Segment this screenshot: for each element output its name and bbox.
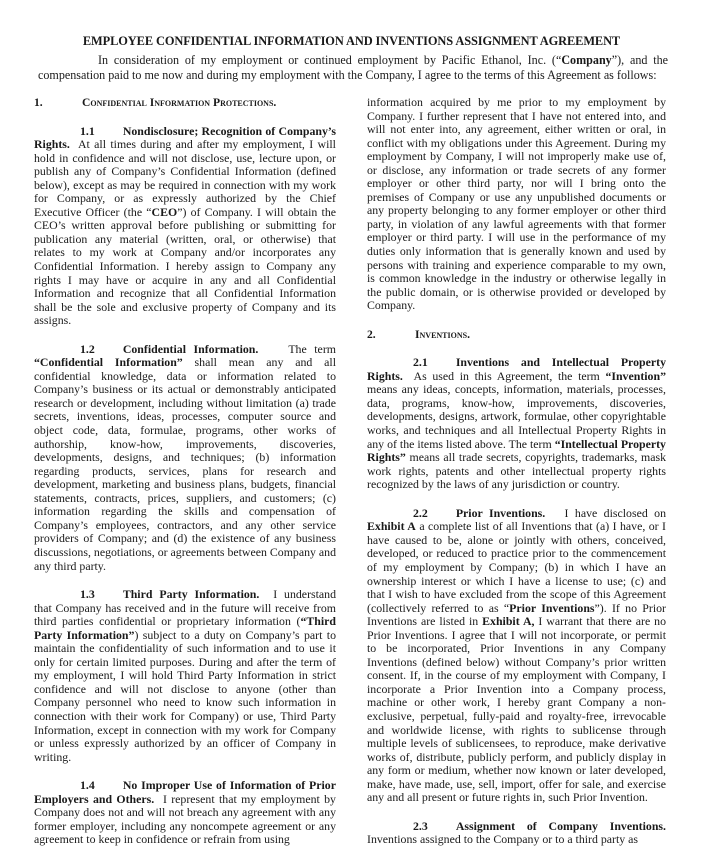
subsection-body: At all times during and after my employment, I will hold in confidence and will not disclose, use, lecture upon, or publish any of Company’s Confidential Information (defined below), except as may be required in connection with my work for Company, or as expressly authorized by the Chief Executive Officer (the “: [34, 137, 336, 219]
subsection-body-cont: I warrant that there are no Prior Inventions. I agree that I will not incorporate, or permit to be incorporated, Prior Inventions in any Company Inventions (defined below) without Company’s prior written consent. If, in the course of my employment with Company, I incorporate a Prior Invention into a Company process, machine or other work, I hereby grant Company a non-exclusive, perpetual, fully-paid and royalty-free, irrevocable and worldwide license, with rights to sublicense through multiple levels of sublicensees, to reproduce, make derivative works of, distribute, publicly perform, and publicly display in any form or medium, whether now known or later developed, make, have made, use, sell, import, offer for sale, and exercise any and all present or future rights in, such Prior Invention.: [367, 614, 667, 805]
subsection-body: I have disclosed on: [564, 505, 667, 520]
subsection-body-cont: means any ideas, concepts, information, materials, processes, data, programs, know-how, improvements, discoveries, developments, designs, artwork, formulae, other copyrightable works, and techniques and all Intellectual Property Rights in any of the items listed above. The term: [367, 382, 666, 451]
subsection-heading: Inventions and Intellectual Property Rights.: [367, 355, 666, 383]
subsection-1-3: [34, 588, 336, 764]
subsection-2-3: [367, 820, 666, 847]
intro-text-after: ”), and the compensation paid to me now and during my employment with the Company, I agree to the terms of this Agreement as follows:: [38, 53, 668, 82]
subsection-2-1: [367, 356, 666, 491]
section-2-heading: [367, 328, 666, 342]
document-title: EMPLOYEE CONFIDENTIAL INFORMATION AND INVENTIONS ASSIGNMENT AGREEMENT: [82, 34, 621, 48]
subsection-number: 1.2: [80, 341, 95, 356]
section-number: 2.: [367, 327, 376, 341]
subsection-heading: No Improper Use of Information of Prior Employers and Others.: [34, 778, 336, 806]
subsection-number: 1.1: [80, 123, 95, 138]
subsection-heading: Nondisclosure; Recognition of Company’s Rights.: [34, 123, 336, 152]
section-title: Inventions.: [415, 327, 470, 341]
defined-term: “Invention”: [605, 368, 666, 383]
defined-term: Prior Inventions: [509, 600, 595, 615]
subsection-1-1: [34, 125, 336, 328]
subsection-number: 1.4: [80, 778, 95, 793]
subsection-body: Inventions assigned to the Company or to a third party as: [367, 832, 639, 847]
subsection-number: 2.1: [413, 355, 428, 370]
subsection-heading: Confidential Information.: [122, 341, 259, 356]
subsection-2-2: [367, 507, 666, 805]
subsection-1-4-continued: information acquired by me prior to my employment by Company. I further represent that I have not entered into, and will not enter into, any agreement, either written or oral, in conflict with my obligations under this Agreement. During my employment by Company, I will not improperly make use of, or disclose, any information or trade secrets of any former employer or other third party, nor will I bring onto the premises of Company or use any unpublished documents or any property belonging to any former employer or other third party, in violation of any lawful agreements with that former employer or third party. I will use in the performance of my duties only information that is generally known and used by persons with training and experience comparable to my own, is common knowledge in the industry or otherwise legally in the public domain, or is otherwise provided or developed by Company.: [367, 95, 666, 313]
subsection-body: I understand that Company has received and in the future will receive from third parties confidential or proprietary information (: [34, 587, 337, 629]
defined-term: CEO: [151, 204, 178, 219]
subsection-body: I represent that my employment by Company does not and will not breach any agreement with any former employer, including any noncompete agreement or any agreement to keep in confidence or refrain from using: [34, 791, 336, 847]
section-number: 1.: [34, 96, 43, 109]
subsection-1-4: [34, 779, 336, 847]
subsection-heading: Third Party Information.: [122, 587, 260, 602]
intro-text-before: In consideration of my employment or continued employment by Pacific Ethanol, Inc. (“: [98, 53, 562, 67]
right-column: [367, 96, 666, 847]
section-title: Confidential Information Protections.: [82, 96, 277, 109]
exhibit-reference: Exhibit A: [367, 519, 416, 534]
subsection-number: 1.3: [80, 587, 95, 602]
subsection-body-cont: shall mean any and all confidential knowledge, data or information related to Company’s business or its actual or demonstrably anticipated research or development, including without limitation (a) trade secrets, inventions, ideas, processes, computer source and object code, data, formulae, programs, other works of authorship, know-how, improvements, discoveries, developments, designs, and techniques; (b) information regarding products, services, plans for research and development, marketing and business plans, budgets, financial statements, contracts, prices, suppliers, and customers; (c) information regarding the skills and compensation of Company’s employees, contractors, and any other service providers of Company; and (d) the existence of any business discussions, negotiations, or agreements between Company and any third party.: [34, 355, 336, 573]
subsection-body-cont: means all trade secrets, copyrights, trademarks, mask work rights, patents and other intellectual property rights recognized by the laws of any jurisdiction or country.: [367, 450, 666, 492]
defined-term: “Intellectual Property Rights”: [367, 436, 666, 465]
subsection-heading: Assignment of Company Inventions.: [455, 818, 666, 833]
subsection-body: As used in this Agreement, the term: [413, 368, 606, 383]
section-1-heading: [34, 96, 336, 110]
defined-term: “Third Party Information”: [34, 614, 336, 642]
intro-paragraph: [38, 53, 668, 83]
subsection-number: 2.3: [413, 818, 428, 833]
subsection-body-cont: ”) of Company. I will obtain the CEO’s written approval before publishing or submitting for publication any material (written, oral, or otherwise) that relates to my work at Company and/or incorporates any Confidential Information. I hereby assign to Company any rights I may have or acquire in any and all Confidential Information and recognize that all Confidential Information shall be the sole and exclusive property of Company and its assigns.: [34, 204, 336, 328]
subsection-1-2: [34, 343, 336, 573]
subsection-heading: Prior Inventions.: [455, 505, 546, 520]
left-column: [34, 96, 336, 847]
exhibit-reference: Exhibit A,: [482, 614, 535, 629]
subsection-body-cont: a complete list of all Inventions that (a) I have, or I have caused to be, alone or jointly with others, conceived, developed, or reduced to practice prior to the commencement of my employment by Company; (b) in which I have an ownership interest or which I have a license to use; (c) and that I wish to have excluded from the scope of this Agreement (collectively referred to as “: [367, 519, 667, 615]
subsection-body-cont: ) subject to a duty on Company’s part to maintain the confidentiality of such information and to use it only for certain limited purposes. During and after the term of my employment, I will hold Third Party Information in strict confidence and will not disclose to anyone (other than Company personnel who need to know such information in connection with their work for Company) or use, Third Party Information, except in connection with my work for Company or unless expressly authorized by an officer of Company in writing.: [34, 627, 336, 764]
intro-company-term: Company: [561, 53, 612, 67]
defined-term: “Confidential Information”: [34, 355, 183, 370]
subsection-number: 2.2: [413, 505, 428, 520]
subsection-body: The term: [288, 341, 336, 356]
subsection-body-cont: ”). If no Prior Inventions are listed in: [367, 600, 666, 629]
